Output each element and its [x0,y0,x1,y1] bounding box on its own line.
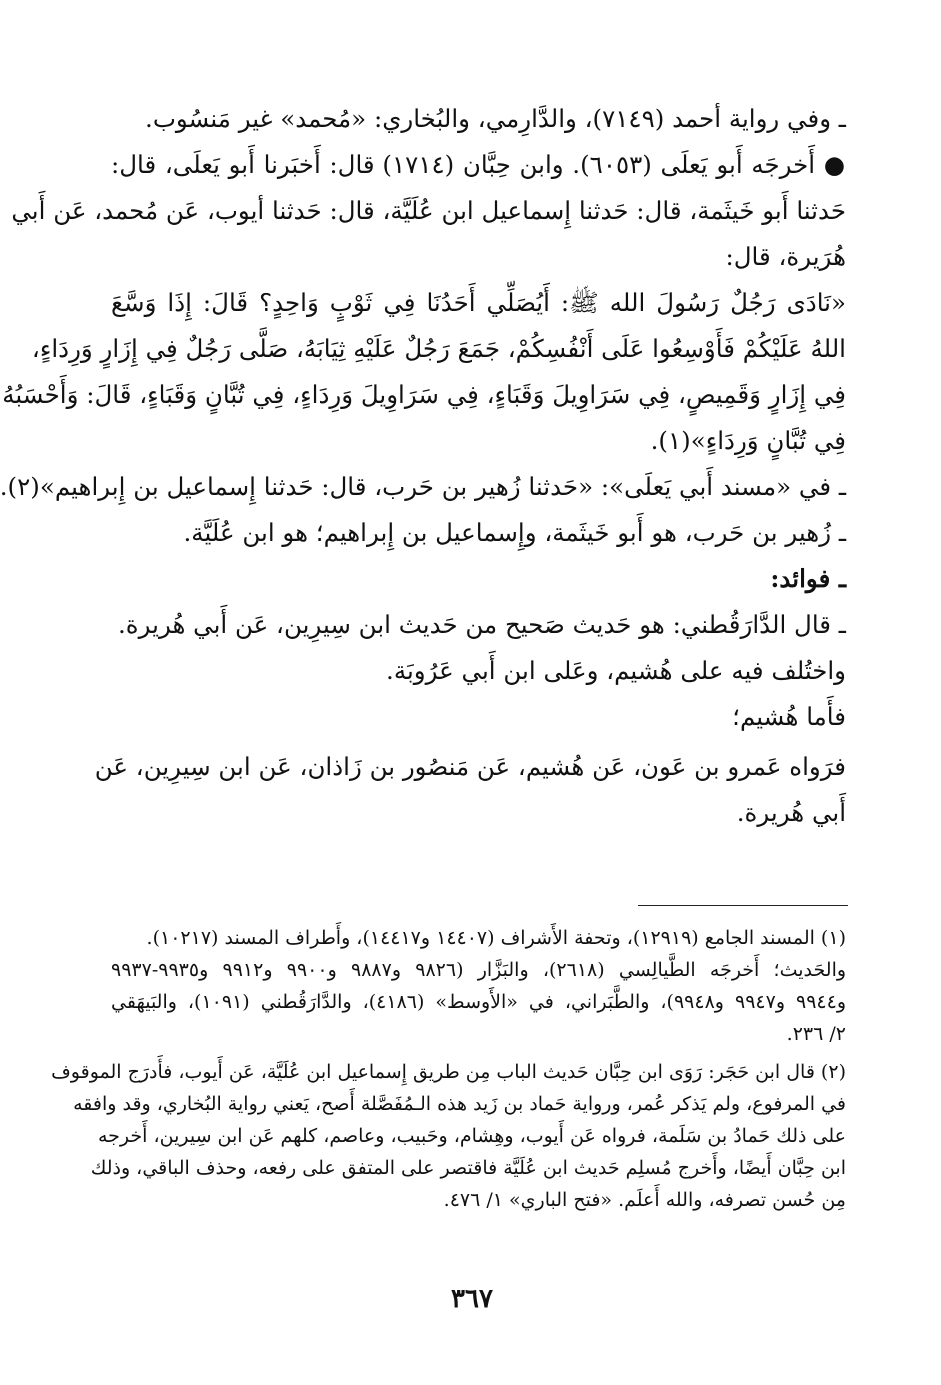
hadith-text-line: اللهُ عَلَيْكُمْ فَأَوْسِعُوا عَلَى أَنْفُسِكُمْ، جَمَعَ رَجُلٌ عَلَيْهِ ثِيَابَهُ، صَلَّى رَجُلٌ فِي إِزَارٍ وَرِدَاءٍ، [31,334,846,363]
footnote-1-line: (١) المسند الجامع (١٢٩١٩)، وتحفة الأَشراف (١٤٤٠٧ و١٤٤١٧)، وأَطراف المسند (١٠٢١٧). [146,927,846,949]
hadith-text-line: فِي إِزَارٍ وَقَمِيصٍ، فِي سَرَاوِيلَ وَقَبَاءٍ، فِي سَرَاوِيلَ وَرِدَاءٍ، فِي تُبَّانٍ وَقَبَاءٍ، قَالَ: وَأَحْسَبُهُ [2,380,846,409]
footnote-1-line: و٩٩٤٤ و٩٩٤٧ و٩٩٤٨)، والطَّبَراني، في «الأَوسط» (٤١٨٦)، والدَّارَقُطني (١٠٩١)، والبَيهَقي [111,991,847,1013]
footnote-divider [638,905,848,906]
text-line: ● أَخرجَه أَبو يَعلَى (٦٠٥٣). وابن حِبَّان (١٧١٤) قال: أَخبَرنا أَبو يَعلَى، قال: [111,150,846,179]
footnotes [51,922,847,1216]
text-line: أَبي هُريرة. [736,798,846,827]
hadith-text-line: فِي تُبَّانٍ وَرِدَاءٍ»(١). [650,426,846,455]
text-line: هُرَيرة، قال: [725,242,846,271]
footnote-1-line: ٢/ ٢٣٦. [786,1023,846,1045]
text-line: ـ قال الدَّارَقُطني: هو حَديث صَحيح من حَديث ابن سِيرِين، عَن أَبي هُريرة. [117,610,846,639]
hadith-text-line: «نَادَى رَجُلٌ رَسُولَ الله ﷺ: أَيُصَلِّي أَحَدُنَا فِي ثَوْبٍ وَاحِدٍ؟ قَالَ: إِذَا وَسَّعَ [111,288,846,317]
footnote-2-line: (٢) قال ابن حَجَر: رَوَى ابن حِبَّان حَديث الباب مِن طريق إِسماعيل ابن عُلَيَّة، عَن أَيوب، فأَدرَج الموقوف [51,1061,846,1083]
text-line: فرَواه عَمرو بن عَون، عَن هُشيم، عَن مَنصُور بن زَاذان، عَن ابن سِيرِين، عَن [94,752,846,781]
text-line: ـ زُهير بن حَرب، هو أَبو خَيثَمة، وإِسماعيل بن إِبراهيم؛ هو ابن عُلَيَّة. [183,518,846,547]
footnote-2-line: ابن حِبَّان أَيضًا، وأَخرج مُسلِم حَديث ابن عُلَيَّة فاقتصر على المتفق على رفعه، وحذف الباقي، وذلك [90,1157,846,1179]
footnote-2-line: في المرفوع، ولم يَذكر عُمر، ورواية حَماد بن زَيد هذه الـمُفَصَّلة أَصح، يَعني رواية البُخاري، وقد وافقه [73,1093,846,1115]
footnote-2-line: مِن حُسن تصرفه، والله أَعلَم. «فتح الباري» ١/ ٤٧٦. [443,1189,846,1211]
text-line: ـ في «مسند أَبي يَعلَى»: «حَدثنا زُهير بن حَرب، قال: حَدثنا إِسماعيل بن إِبراهيم»(٢). [0,472,846,501]
footnote-2-line: على ذلك حَمادُ بن سَلَمة، فرواه عَن أَيوب، وهِشام، وحَبيب، وعاصم، كلهم عَن ابن سِيرين، أَخرجه [98,1125,846,1147]
footnote-1-line: والحَديث؛ أَخرجَه الطَّيالِسي (٢٦١٨)، والبَزَّار (٩٨٢٦ و٩٨٨٧ و٩٩٠٠ و٩٩١٢ و٩٩٣٥-٩٩٣٧ [111,959,847,981]
main-text [0,96,846,836]
page-number: ٣٦٧ [451,1284,493,1314]
text-line: واختُلف فيه على هُشيم، وعَلى ابن أَبي عَرُوبَة. [386,656,846,685]
text-line: حَدثنا أَبو خَيثَمة، قال: حَدثنا إِسماعيل ابن عُلَيَّة، قال: حَدثنا أيوب، عَن مُحمد، عَن أَبي [11,196,846,225]
section-heading: ـ فوائد: [770,564,846,593]
text-line: ـ وفي رواية أحمد (٧١٤٩)، والدَّارِمي، والبُخاري: «مُحمد» غير مَنسُوب. [145,104,846,133]
text-line: فأَما هُشيم؛ [732,702,846,731]
